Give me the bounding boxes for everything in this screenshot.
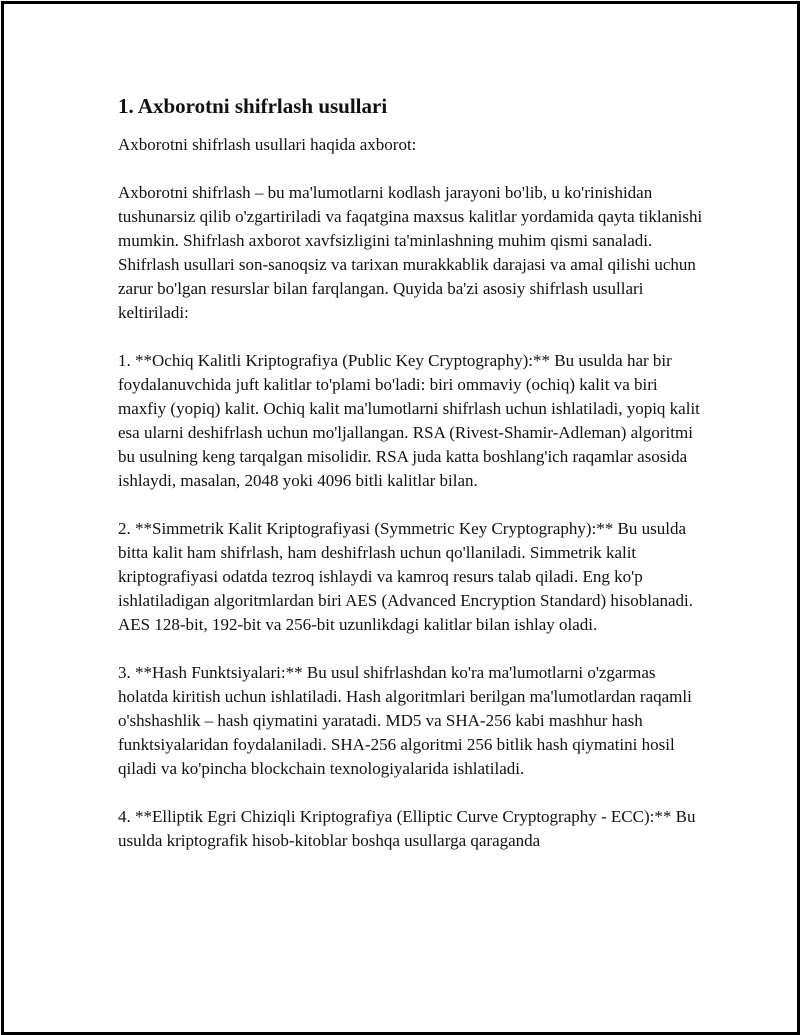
paragraph-elliptic-curve: 4. **Elliptik Egri Chiziqli Kriptografiya (Elliptic Curve Cryptography - ECC):** Bu usulda kriptografik hisob-kitoblar boshqa usullarga qaraganda bbox=[118, 807, 696, 850]
document-title: 1. Axborotni shifrlash usullari bbox=[118, 94, 388, 118]
paragraph-overview: Axborotni shifrlash – bu ma'lumotlarni kodlash jarayoni bo'lib, u ko'rinishidan tushunarsiz qilib o'zgartiriladi va faqatgina maxsus kalitlar yordamida qayta tiklanishi mumkin. Shifrlash axborot xavfsizligini ta'minlashning muhim qismi sanaladi. Shifrlash usullari son-sanoqsiz va tarixan murakkablik darajasi va amal qilishi uchun zarur bo'lgan resurslar bilan farqlangan. Quyida ba'zi asosiy shifrlash usullari keltiriladi: bbox=[118, 183, 703, 322]
paragraph-hash-functions: 3. **Hash Funktsiyalari:** Bu usul shifrlashdan ko'ra ma'lumotlarni o'zgarmas holatda kiritish uchun ishlatiladi. Hash algoritmlari berilgan ma'lumotlardan raqamli o'shshashlik – hash qiymatini yaratadi. MD5 va SHA-256 kabi mashhur hash funktsiyalaridan foydalaniladi. SHA-256 algoritmi 256 bitlik hash qiymatini hosil qiladi va ko'pincha blockchain texnologiyalarida ishlatiladi. bbox=[118, 663, 692, 778]
intro-text: Axborotni shifrlash usullari haqida axborot: bbox=[118, 135, 417, 154]
paragraph-public-key: 1. **Ochiq Kalitli Kriptografiya (Public Key Cryptography):** Bu usulda har bir foydalanuvchida juft kalitlar to'plami bo'ladi: biri ommaviy (ochiq) kalit va biri maxfiy (yopiq) kalit. Ochiq kalit ma'lumotlarni shifrlash uchun ishlatiladi, yopiq kalit esa ularni deshifrlash uchun mo'ljallangan. RSA (Rivest-Shamir-Adleman) algoritmi bu usulning keng tarqalgan misolidir. RSA juda katta boshlang'ich raqamlar asosida ishlaydi, masalan, 2048 yoki 4096 bitli kalitlar bilan. bbox=[118, 351, 700, 490]
paragraph-symmetric-key: 2. **Simmetrik Kalit Kriptografiyasi (Symmetric Key Cryptography):** Bu usulda bitta kalit ham shifrlash, ham deshifrlash uchun qo'llaniladi. Simmetrik kalit kriptografiyasi odatda tezroq ishlaydi va kamroq resurs talab qiladi. Eng ko'p ishlatiladigan algoritmlardan biri AES (Advanced Encryption Standard) hisoblanadi. AES 128-bit, 192-bit va 256-bit uzunlikdagi kalitlar bilan ishlay oladi. bbox=[118, 519, 694, 634]
document-body bbox=[118, 93, 708, 877]
